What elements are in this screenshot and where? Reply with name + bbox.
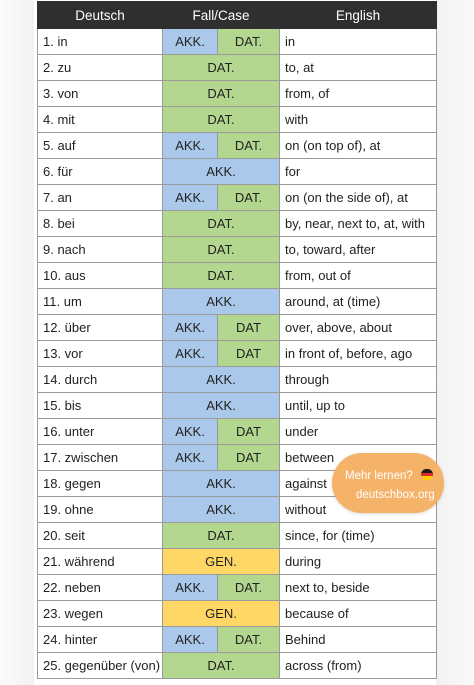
table-row	[38, 211, 437, 237]
german-preposition: 16. unter	[38, 419, 163, 445]
case-dat: DAT.	[163, 523, 280, 549]
case-dat: DAT.	[163, 237, 280, 263]
english-translation: around, at (time)	[280, 289, 437, 315]
german-preposition: 17. zwischen	[38, 445, 163, 471]
german-preposition: 19. ohne	[38, 497, 163, 523]
table-row	[38, 289, 437, 315]
german-preposition: 18. gegen	[38, 471, 163, 497]
case-dat: DAT.	[218, 575, 280, 601]
german-preposition: 12. über	[38, 315, 163, 341]
case-dat: DAT	[218, 315, 280, 341]
case-dat: DAT.	[163, 263, 280, 289]
case-akk: AKK.	[163, 445, 218, 471]
case-akk: AKK.	[163, 341, 218, 367]
english-translation: next to, beside	[280, 575, 437, 601]
case-akk: AKK.	[163, 315, 218, 341]
table-row	[38, 29, 437, 55]
case-dat: DAT.	[218, 133, 280, 159]
english-translation: over, above, about	[280, 315, 437, 341]
english-translation: against	[280, 471, 437, 497]
case-akk: AKK.	[163, 575, 218, 601]
case-gen: GEN.	[163, 549, 280, 575]
case-dat: DAT	[218, 445, 280, 471]
case-dat: DAT.	[218, 627, 280, 653]
german-flag-icon	[421, 469, 433, 480]
table-row	[38, 341, 437, 367]
german-preposition: 5. auf	[38, 133, 163, 159]
english-translation: with	[280, 107, 437, 133]
table-row	[38, 237, 437, 263]
english-translation: until, up to	[280, 393, 437, 419]
case-akk: AKK.	[163, 419, 218, 445]
german-preposition: 20. seit	[38, 523, 163, 549]
case-dat: DAT.	[163, 653, 280, 679]
german-preposition: 7. an	[38, 185, 163, 211]
german-preposition: 13. vor	[38, 341, 163, 367]
right-margin	[436, 0, 474, 685]
case-dat: DAT.	[218, 29, 280, 55]
english-translation: across (from)	[280, 653, 437, 679]
german-preposition: 11. um	[38, 289, 163, 315]
german-preposition: 9. nach	[38, 237, 163, 263]
case-akk: AKK.	[163, 289, 280, 315]
table-row	[38, 367, 437, 393]
german-preposition: 8. bei	[38, 211, 163, 237]
table-row	[38, 523, 437, 549]
case-akk: AKK.	[163, 393, 280, 419]
english-translation: on (on the side of), at	[280, 185, 437, 211]
english-translation: to, at	[280, 55, 437, 81]
promo-title: Mehr lernen?	[345, 470, 413, 482]
header-english: English	[280, 2, 437, 29]
table-row	[38, 315, 437, 341]
english-translation: Behind	[280, 627, 437, 653]
english-translation: through	[280, 367, 437, 393]
promo-badge[interactable]	[332, 453, 444, 513]
english-translation: during	[280, 549, 437, 575]
german-preposition: 6. für	[38, 159, 163, 185]
german-preposition: 22. neben	[38, 575, 163, 601]
case-akk: AKK.	[163, 471, 280, 497]
case-dat: DAT	[218, 419, 280, 445]
german-preposition: 2. zu	[38, 55, 163, 81]
promo-site-link[interactable]: deutschbox.org	[356, 489, 435, 501]
table-row	[38, 627, 437, 653]
german-preposition: 4. mit	[38, 107, 163, 133]
case-dat: DAT	[218, 341, 280, 367]
german-preposition: 1. in	[38, 29, 163, 55]
case-dat: DAT.	[163, 107, 280, 133]
case-dat: DAT.	[163, 55, 280, 81]
german-preposition: 21. während	[38, 549, 163, 575]
table-header-row	[38, 2, 437, 29]
prepositions-table	[37, 1, 437, 679]
german-preposition: 23. wegen	[38, 601, 163, 627]
table-row	[38, 107, 437, 133]
case-dat: DAT.	[163, 211, 280, 237]
case-akk: AKK.	[163, 497, 280, 523]
table-row	[38, 133, 437, 159]
english-translation: from, of	[280, 81, 437, 107]
english-translation: without	[280, 497, 437, 523]
table-row	[38, 601, 437, 627]
german-preposition: 15. bis	[38, 393, 163, 419]
table-row	[38, 55, 437, 81]
german-preposition: 25. gegenüber (von)	[38, 653, 163, 679]
case-akk: AKK.	[163, 133, 218, 159]
table-row	[38, 393, 437, 419]
german-preposition: 3. von	[38, 81, 163, 107]
english-translation: under	[280, 419, 437, 445]
english-translation: since, for (time)	[280, 523, 437, 549]
table-row	[38, 549, 437, 575]
english-translation: between	[280, 445, 437, 471]
case-akk: AKK.	[163, 627, 218, 653]
table-row	[38, 263, 437, 289]
german-preposition: 24. hinter	[38, 627, 163, 653]
header-fall-case: Fall/Case	[163, 2, 280, 29]
english-translation: for	[280, 159, 437, 185]
table-row	[38, 419, 437, 445]
table-row	[38, 159, 437, 185]
table-body	[38, 29, 437, 679]
table-row	[38, 81, 437, 107]
german-preposition: 14. durch	[38, 367, 163, 393]
english-translation: to, toward, after	[280, 237, 437, 263]
case-akk: AKK.	[163, 159, 280, 185]
case-akk: AKK.	[163, 185, 218, 211]
english-translation: in	[280, 29, 437, 55]
case-gen: GEN.	[163, 601, 280, 627]
table-row	[38, 575, 437, 601]
table-row	[38, 653, 437, 679]
left-margin	[0, 0, 34, 685]
english-translation: in front of, before, ago	[280, 341, 437, 367]
case-dat: DAT.	[163, 81, 280, 107]
case-dat: DAT.	[218, 185, 280, 211]
english-translation: from, out of	[280, 263, 437, 289]
header-deutsch: Deutsch	[38, 2, 163, 29]
english-translation: because of	[280, 601, 437, 627]
case-akk: AKK.	[163, 29, 218, 55]
table-row	[38, 185, 437, 211]
english-translation: by, near, next to, at, with	[280, 211, 437, 237]
case-akk: AKK.	[163, 367, 280, 393]
german-preposition: 10. aus	[38, 263, 163, 289]
english-translation: on (on top of), at	[280, 133, 437, 159]
